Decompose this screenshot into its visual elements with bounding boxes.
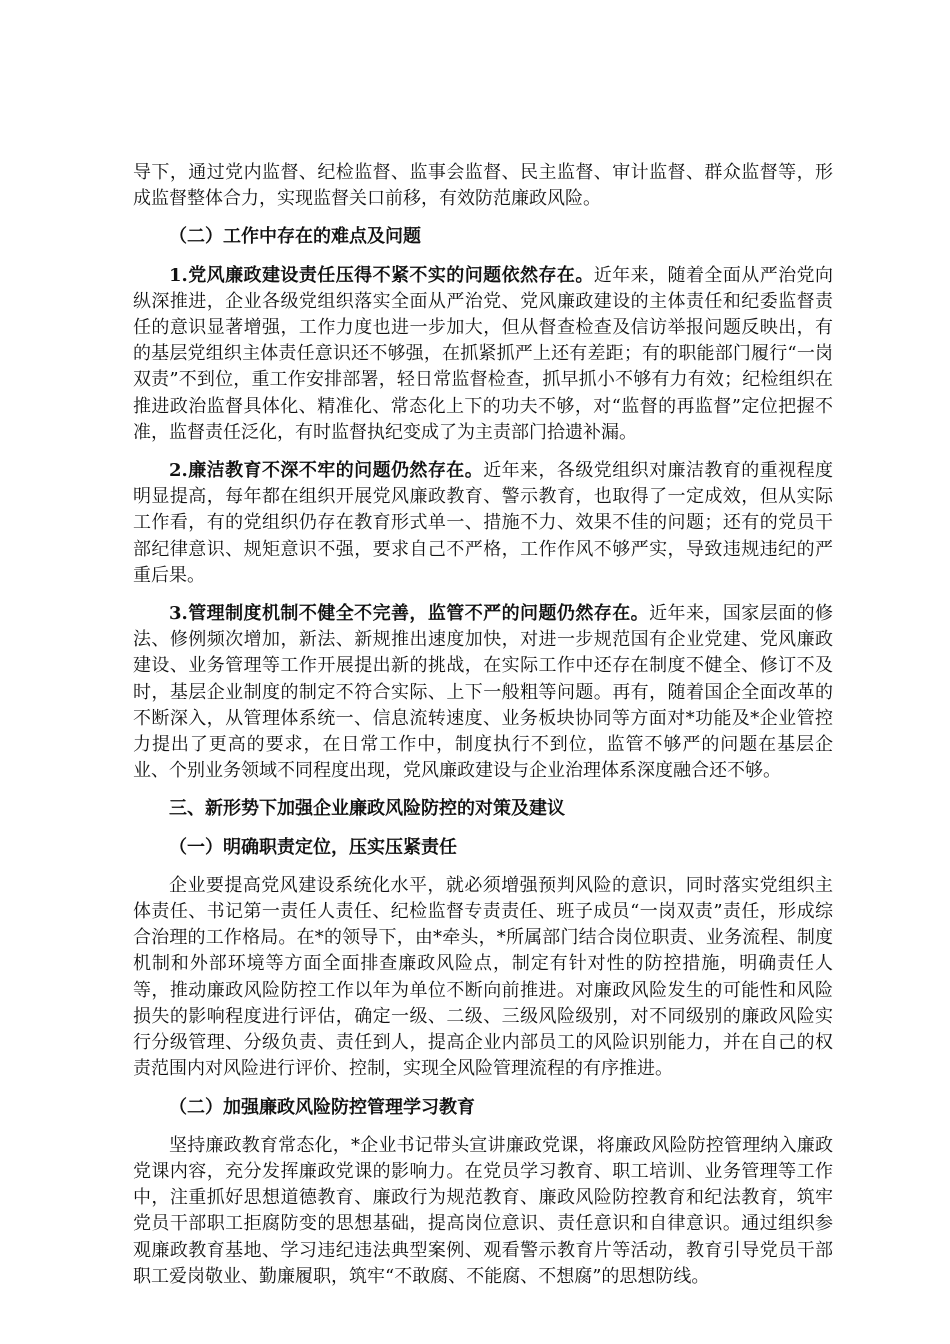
issue-3-lead: 3.管理制度机制不健全不完善，监管不严的问题仍然存在。 (169, 603, 650, 625)
issue-3-paragraph (133, 601, 833, 784)
issue-2-lead: 2.廉洁教育不深不牢的问题仍然存在。 (169, 460, 484, 482)
issue-2-body: 近年来，各级党组织对廉洁教育的重视程度明显提高，每年都在组织开展党风廉政教育、警示教育，也取得了一定成效，但从实际工作看，有的党组织仍存在教育形式单一、措施不力、效果不佳的问题；还有的党员干部纪律意识、规矩意识不强，要求自己不严格，工作作风不够严实，导致违规违纪的严重后果。 (133, 460, 834, 586)
section-3-1-heading: （一）明确职责定位，压实压紧责任 (169, 836, 457, 858)
issue-2-paragraph (133, 458, 833, 589)
section-3-1-paragraph: 企业要提高党风建设系统化水平，就必须增强预判风险的意识，同时落实党组织主体责任、书记第一责任人责任、纪检监督专责责任、班子成员“一岗双责”责任，形成综合治理的工作格局。在*的领导下，由*牵头，*所属部门结合岗位职责、业务流程、制度机制和外部环境等方面全面排查廉政风险点，制定有针对性的防控措施，明确责任人等，推动廉政风险防控工作以年为单位不断向前推进。对廉政风险发生的可能性和风险损失的影响程度进行评估，确定一级、二级、三级风险级别，对不同级别的廉政风险实行分级管理、分级负责、责任到人，提高企业内部员工的风险识别能力，并在自己的权责范围内对风险进行评价、控制，实现全风险管理流程的有序推进。 (133, 874, 833, 1080)
continuation-paragraph: 导下，通过党内监督、纪检监督、监事会监督、民主监督、审计监督、群众监督等，形成监督整体合力，实现监督关口前移，有效防范廉政风险。 (133, 162, 833, 210)
section-3-heading: 三、新形势下加强企业廉政风险防控的对策及建议 (169, 798, 565, 820)
section-2-2-heading: （二）工作中存在的难点及问题 (169, 226, 421, 248)
section-3-2-heading: （二）加强廉政风险防控管理学习教育 (169, 1096, 475, 1118)
section-3-2-paragraph: 坚持廉政教育常态化，*企业书记带头宣讲廉政党课，将廉政风险防控管理纳入廉政党课内容，充分发挥廉政党课的影响力。在党员学习教育、职工培训、业务管理等工作中，注重抓好思想道德教育、廉政行为规范教育、廉政风险防控教育和纪法教育，筑牢党员干部职工拒腐防变的思想基础，提高岗位意识、责任意识和自律意识。通过组织参观廉政教育基地、学习违纪违法典型案例、观看警示教育片等活动，教育引导党员干部职工爱岗敬业、勤廉履职，筑牢“不敢腐、不能腐、不想腐”的思想防线。 (133, 1134, 833, 1287)
issue-1-paragraph (133, 263, 833, 446)
issue-1-lead: 1.党风廉政建设责任压得不紧不实的问题依然存在。 (169, 264, 594, 286)
issue-3-body: 近年来，国家层面的修法、修例频次增加，新法、新规推出速度加快，对进一步规范国有企业党建、党风廉政建设、业务管理等工作开展提出新的挑战，在实际工作中还存在制度不健全、修订不及时，基层企业制度的制定不符合实际、上下一般粗等问题。再有，随着国企全面改革的不断深入，从管理体系统一、信息流转速度、业务板块协同等方面对*功能及*企业管控力提出了更高的要求，在日常工作中，制度执行不到位，监管不够严的问题在基层企业、个别业务领域不同程度出现，党风廉政建设与企业治理体系深度融合还不够。 (133, 603, 834, 782)
issue-1-body: 近年来，随着全面从严治党向纵深推进，企业各级党组织落实全面从严治党、党风廉政建设的主体责任和纪委监督责任的意识显著增强，工作力度也进一步加大，但从督查检查及信访举报问题反映出，有的基层党组织主体责任意识还不够强，在抓紧抓严上还有差距；有的职能部门履行“一岗双责”不到位，重工作安排部署，轻日常监督检查，抓早抓小不够有力有效；纪检组织在推进政治监督具体化、精准化、常态化上下的功夫不够，对“监督的再监督”定位把握不准，监督责任泛化，有时监督执纪变成了为主责部门拾遗补漏。 (133, 264, 833, 443)
document-page (133, 160, 833, 1302)
